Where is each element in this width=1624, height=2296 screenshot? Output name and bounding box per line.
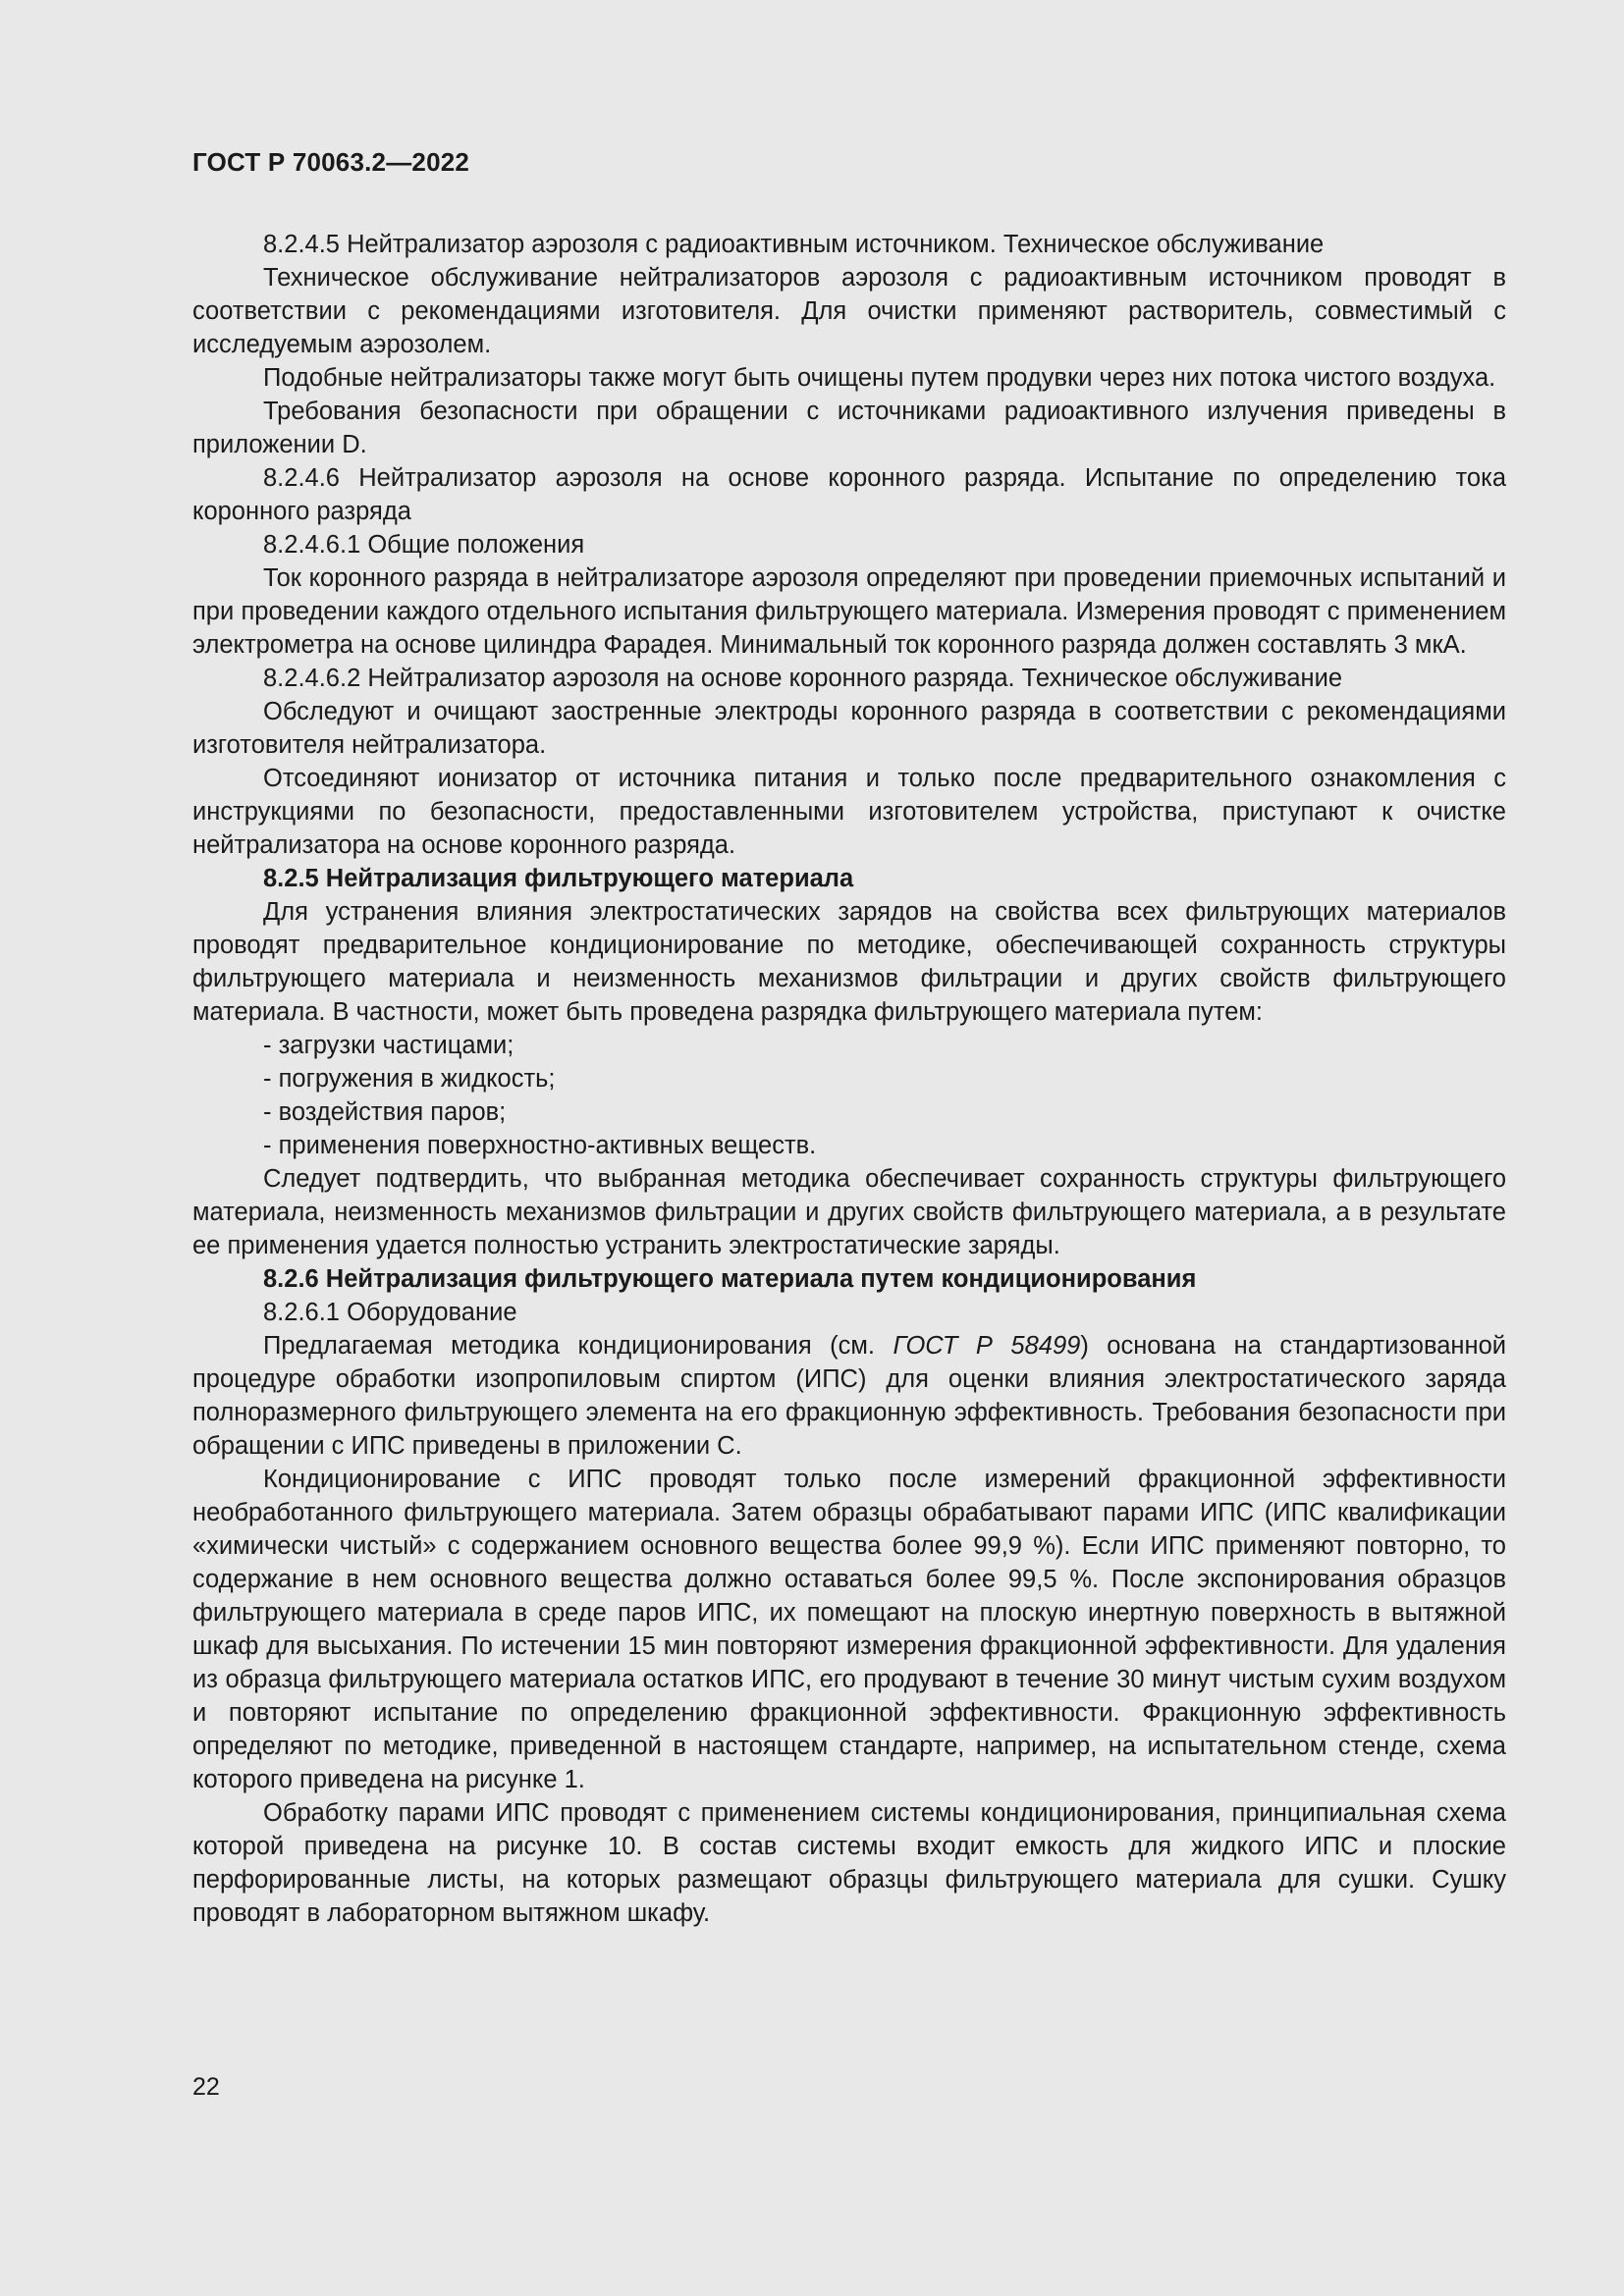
section-heading-8-2-4-6-2: 8.2.4.6.2 Нейтрализатор аэрозоля на основе коронного разряда. Техническое обслуживание bbox=[263, 665, 1343, 692]
paragraph: Следует подтвердить, что выбранная методика обеспечивает сохранность структуры фильтрующего материала, неизменность механизмов фильтрации и других свойств фильтрующего материала, а в результате ее применения удается полностью устранить электростатические заряды. bbox=[192, 1165, 1506, 1259]
section-heading-8-2-5: 8.2.5 Нейтрализация фильтрующего материала bbox=[263, 865, 854, 892]
paragraph: Обследуют и очищают заостренные электроды коронного разряда в соответствии с рекомендациями изготовителя нейтрализатора. bbox=[192, 698, 1506, 759]
list-item: - применения поверхностно-активных веществ. bbox=[263, 1132, 817, 1159]
paragraph: Отсоединяют ионизатор от источника питания и только после предварительного ознакомления с инструкциями по безопасности, предоставленными изготовителем устройства, приступают к очистке нейтрализатора на основе коронного разряда. bbox=[192, 765, 1506, 859]
standard-reference: ГОСТ Р 58499 bbox=[893, 1332, 1081, 1360]
list-item: - воздействия паров; bbox=[263, 1098, 507, 1126]
paragraph-with-reference bbox=[192, 1329, 1506, 1463]
document-code-header: ГОСТ Р 70063.2—2022 bbox=[192, 147, 470, 177]
paragraph: Кондиционирование с ИПС проводят только после измерений фракционной эффективности необработанного фильтрующего материала. Затем образцы обрабатывают парами ИПС (ИПС квалификации «химически чистый» с содержанием основного вещества более 99,9 %). Если ИПС применяют повторно, то содержание в нем основного вещества должно оставаться более 99,5 %. После экспонирования образцов фильтрующего материала в среде паров ИПС, их помещают на плоскую инертную поверхность в вытяжной шкаф для высыхания. По истечении 15 мин повторяют измерения фракционной эффективности. Для удаления из образца фильтрующего материала остатков ИПС, его продувают в течение 30 минут чистым сухим воздухом и повторяют испытание по определению фракционной эффективности. Фракционную эффективность определяют по методике, приведенной в настоящем стандарте, например, на испытательном стенде, схема которого приведена на рисунке 1. bbox=[192, 1466, 1506, 1793]
section-heading-8-2-4-5: 8.2.4.5 Нейтрализатор аэрозоля с радиоактивным источником. Техническое обслуживание bbox=[263, 231, 1325, 258]
section-heading-8-2-6: 8.2.6 Нейтрализация фильтрующего материала путем кондиционирования bbox=[263, 1265, 1197, 1293]
page-number: 22 bbox=[192, 2073, 220, 2101]
list-item: - загрузки частицами; bbox=[263, 1032, 514, 1059]
paragraph: Ток коронного разряда в нейтрализаторе аэрозоля определяют при проведении приемочных испытаний и при проведении каждого отдельного испытания фильтрующего материала. Измерения проводят с применением электрометра на основе цилиндра Фарадея. Минимальный ток коронного разряда должен составлять 3 мкА. bbox=[192, 564, 1506, 659]
paragraph-text: Предлагаемая методика кондиционирования (см. bbox=[263, 1332, 893, 1360]
section-heading-8-2-4-6: 8.2.4.6 Нейтрализатор аэрозоля на основе коронного разряда. Испытание по определению тока коронного разряда bbox=[192, 464, 1506, 525]
list-item: - погружения в жидкость; bbox=[263, 1065, 556, 1093]
paragraph-text: ) основана на стандартизованной процедуре обработки изопропиловым спиртом (ИПС) для оценки влияния электростатического заряда полноразмерного фильтрующего элемента на его фракционную эффективность. Требования безопасности при обращении с ИПС приведены в приложении С. bbox=[192, 1332, 1506, 1460]
paragraph: Техническое обслуживание нейтрализаторов аэрозоля с радиоактивным источником проводят в соответствии с рекомендациями изготовителя. Для очистки применяют растворитель, совместимый с исследуемым аэрозолем. bbox=[192, 264, 1506, 358]
paragraph: Для устранения влияния электростатических зарядов на свойства всех фильтрующих материалов проводят предварительное кондиционирование по методике, обеспечивающей сохранность структуры фильтрующего материала и неизменность механизмов фильтрации и других свойств фильтрующего материала. В частности, может быть проведена разрядка фильтрующего материала путем: bbox=[192, 898, 1506, 1026]
paragraph: Подобные нейтрализаторы также могут быть очищены путем продувки через них потока чистого воздуха. bbox=[263, 364, 1496, 392]
document-body bbox=[192, 228, 1506, 1930]
section-heading-8-2-6-1: 8.2.6.1 Оборудование bbox=[263, 1299, 517, 1326]
section-heading-8-2-4-6-1: 8.2.4.6.1 Общие положения bbox=[263, 531, 585, 559]
paragraph: Требования безопасности при обращении с источниками радиоактивного излучения приведены в приложении D. bbox=[192, 398, 1506, 458]
paragraph: Обработку парами ИПС проводят с применением системы кондиционирования, принципиальная схема которой приведена на рисунке 10. В состав системы входит емкость для жидкого ИПС и плоские перфорированные листы, на которых размещают образцы фильтрующего материала для сушки. Сушку проводят в лабораторном вытяжном шкафу. bbox=[192, 1799, 1506, 1927]
